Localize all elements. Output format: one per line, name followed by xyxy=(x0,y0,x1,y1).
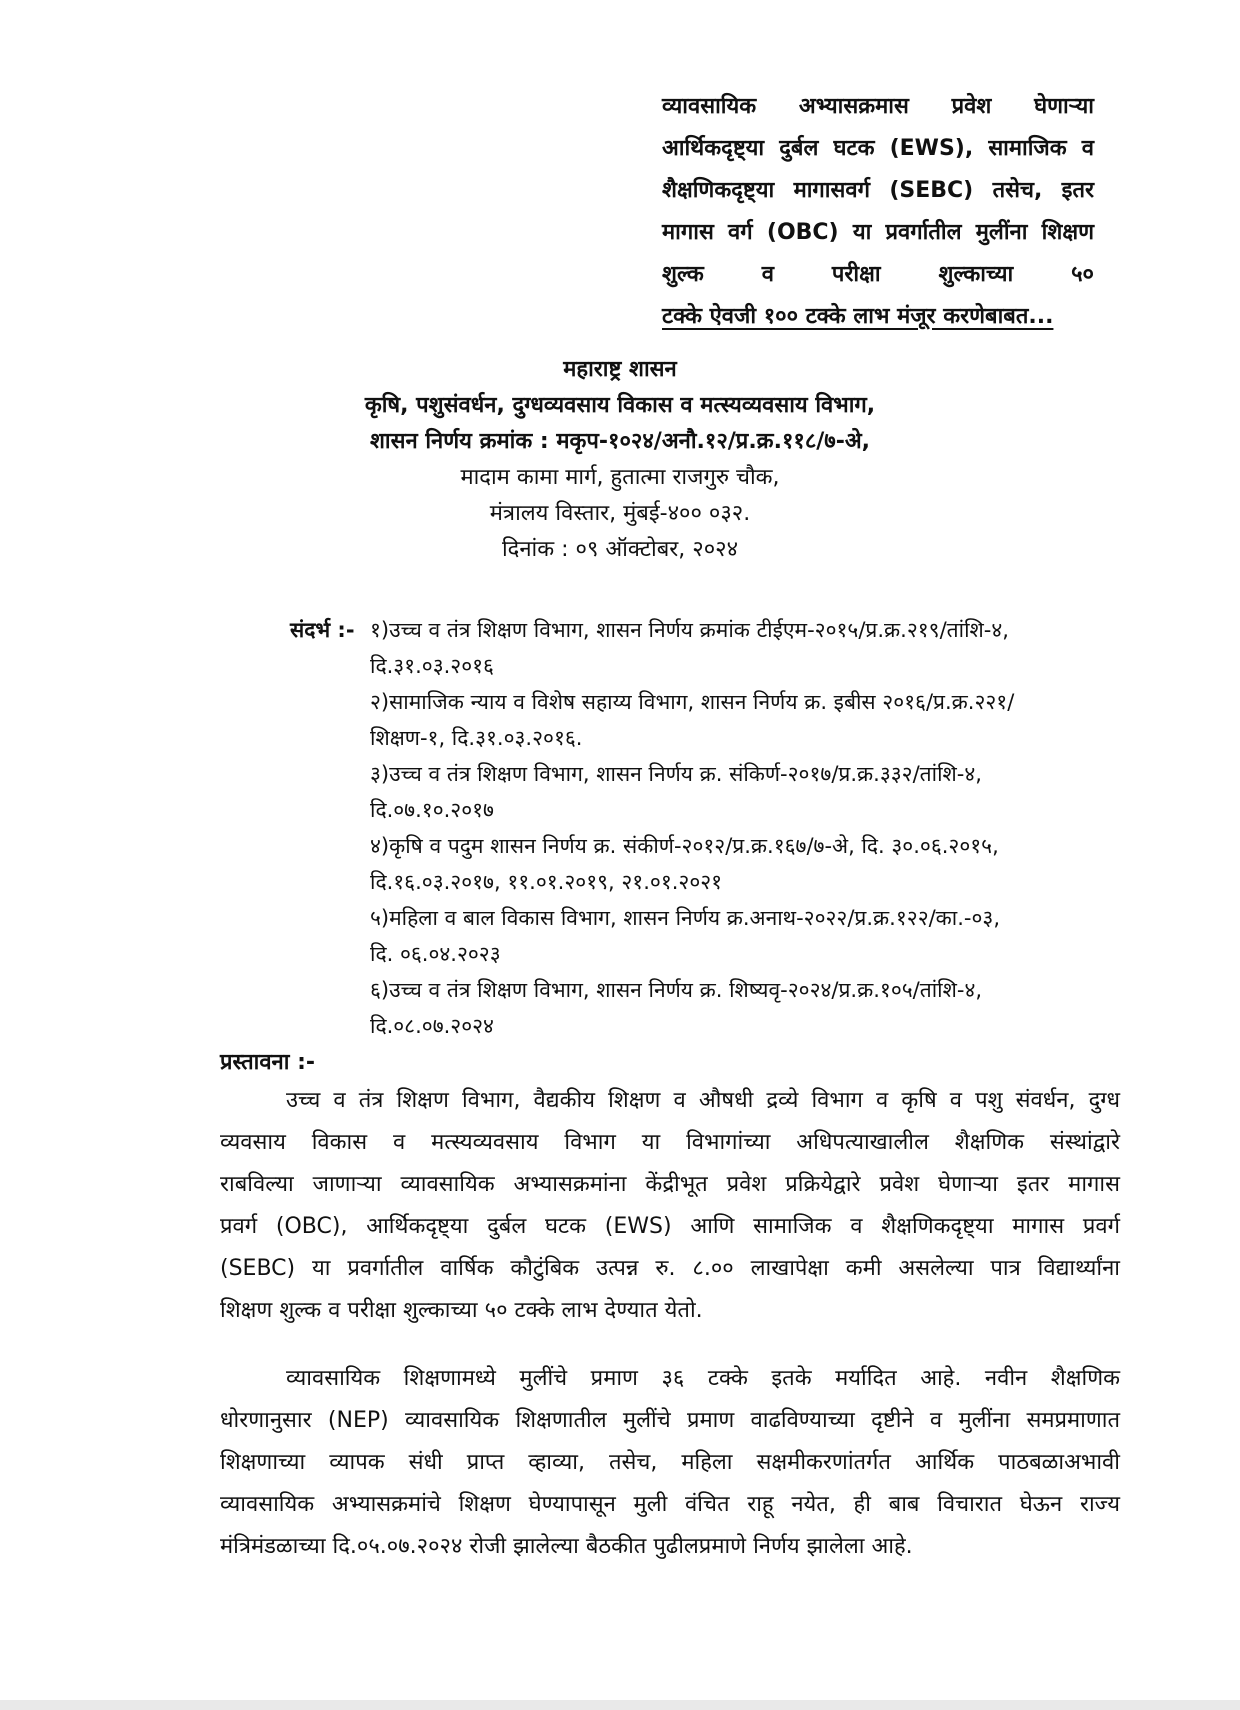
paragraph-line: धोरणानुसार (NEP) व्यावसायिक शिक्षणातील मुलींचे प्रमाण वाढविण्याच्या दृष्टीने व मुलींना समप्रमाणात xyxy=(220,1408,1120,1433)
paragraph-line: व्यवसाय विकास व मत्स्यव्यवसाय विभाग या विभागांच्या अधिपत्याखालील शैक्षणिक संस्थांद्वारे xyxy=(220,1130,1120,1155)
government-name: महाराष्ट्र शासन xyxy=(563,357,677,382)
subject-line: शुल्क व परीक्षा शुल्काच्या ५० xyxy=(662,262,1094,287)
reference-line: दि.०७.१०.२०१७ xyxy=(370,798,494,822)
reference-line: ५)महिला व बाल विकास विभाग, शासन निर्णय क्र.अनाथ-२०२२/प्र.क्र.१२२/का.-०३, xyxy=(370,906,1001,930)
address-line: मंत्रालय विस्तार, मुंबई-४०० ०३२. xyxy=(489,501,751,526)
paragraph-line: प्रवर्ग (OBC), आर्थिकदृष्ट्या दुर्बल घटक (EWS) आणि सामाजिक व शैक्षणिकदृष्ट्या मागास प्रवर्ग xyxy=(220,1214,1120,1239)
reference-line: ३)उच्च व तंत्र शिक्षण विभाग, शासन निर्णय क्र. संकिर्ण-२०१७/प्र.क्र.३३२/तांशि-४, xyxy=(370,762,982,786)
paragraph-line: मंत्रिमंडळाच्या दि.०५.०७.२०२४ रोजी झालेल्या बैठकीत पुढीलप्रमाणे निर्णय झालेला आहे. xyxy=(220,1534,913,1559)
paragraph-line: व्यावसायिक शिक्षणामध्ये मुलींचे प्रमाण ३६ टक्के इतके मर्यादित आहे. नवीन शैक्षणिक xyxy=(286,1366,1120,1391)
reference-line: ४)कृषि व पदुम शासन निर्णय क्र. संकीर्ण-२०१२/प्र.क्र.१६७/७-अे, दि. ३०.०६.२०१५, xyxy=(370,834,999,858)
reference-line: ६)उच्च व तंत्र शिक्षण विभाग, शासन निर्णय क्र. शिष्यवृ-२०२४/प्र.क्र.१०५/तांशि-४, xyxy=(370,978,983,1002)
reference-line: दि. ०६.०४.२०२३ xyxy=(370,942,501,966)
reference-item xyxy=(370,972,1110,1044)
document-date: दिनांक : ०९ ऑक्टोबर, २०२४ xyxy=(501,537,739,562)
subject-line: मागास वर्ग (OBC) या प्रवर्गातील मुलींना शिक्षण xyxy=(662,220,1094,245)
paragraph-line: उच्च व तंत्र शिक्षण विभाग, वैद्यकीय शिक्षण व औषधी द्रव्ये विभाग व कृषि व पशु संवर्धन, दुग्ध xyxy=(286,1088,1120,1113)
reference-line: दि.३१.०३.२०१६ xyxy=(370,654,494,678)
reference-item xyxy=(370,684,1110,756)
preamble-paragraph-1 xyxy=(220,1080,1120,1332)
page-bottom-edge xyxy=(0,1700,1240,1710)
preamble-paragraph-2 xyxy=(220,1358,1120,1568)
references-label: संदर्भ :- xyxy=(290,618,355,642)
preamble-heading: प्रस्तावना :- xyxy=(220,1050,316,1075)
subject-line: व्यावसायिक अभ्यासक्रमास प्रवेश घेणाऱ्या xyxy=(662,94,1094,119)
subject-line: आर्थिकदृष्ट्या दुर्बल घटक (EWS), सामाजिक व xyxy=(662,136,1094,161)
reference-item xyxy=(370,900,1110,972)
paragraph-line: राबविल्या जाणाऱ्या व्यावसायिक अभ्यासक्रमांना केंद्रीभूत प्रवेश प्रक्रियेद्वारे प्रवेश घेणाऱ्या इतर मागास xyxy=(220,1172,1120,1197)
department-name: कृषि, पशुसंवर्धन, दुग्धव्यवसाय विकास व मत्स्यव्यवसाय विभाग, xyxy=(364,393,876,418)
reference-item xyxy=(370,828,1110,900)
subject-line: टक्के ऐवजी १०० टक्के लाभ मंजूर करणेबाबत... xyxy=(662,304,1054,329)
gr-number: शासन निर्णय क्रमांक : मकृप-१०२४/अनौ.१२/प्र.क्र.११८/७-अे, xyxy=(369,429,871,454)
paragraph-line: (SEBC) या प्रवर्गातील वार्षिक कौटुंबिक उत्पन्न रु. ८.०० लाखापेक्षा कमी असलेल्या पात्र विद्यार्थ्यांना xyxy=(220,1256,1120,1281)
reference-line: शिक्षण-१, दि.३१.०३.२०१६. xyxy=(370,726,583,750)
paragraph-line: व्यावसायिक अभ्यासक्रमांचे शिक्षण घेण्यापासून मुली वंचित राहू नयेत, ही बाब विचारात घेऊन राज्य xyxy=(220,1492,1120,1517)
paragraph-line: शिक्षणाच्या व्यापक संधी प्राप्त व्हाव्या, तसेच, महिला सक्षमीकरणांतर्गत आर्थिक पाठबळाअभावी xyxy=(220,1450,1120,1475)
reference-line: १)उच्च व तंत्र शिक्षण विभाग, शासन निर्णय क्रमांक टीईएम-२०१५/प्र.क्र.२१९/तांशि-४, xyxy=(370,618,1009,642)
reference-item xyxy=(370,612,1110,684)
subject-line: शैक्षणिकदृष्ट्या मागासवर्ग (SEBC) तसेच, इतर xyxy=(662,178,1094,203)
paragraph-line: शिक्षण शुल्क व परीक्षा शुल्काच्या ५० टक्के लाभ देण्यात येतो. xyxy=(220,1298,703,1323)
reference-line: दि.०८.०७.२०२४ xyxy=(370,1014,494,1038)
reference-line: दि.१६.०३.२०१७, ११.०१.२०१९, २१.०१.२०२१ xyxy=(370,870,723,894)
reference-item xyxy=(370,756,1110,828)
subject-block xyxy=(662,86,1094,338)
document-header xyxy=(0,352,1240,568)
reference-line: २)सामाजिक न्याय व विशेष सहाय्य विभाग, शासन निर्णय क्र. इबीस २०१६/प्र.क्र.२२१/ xyxy=(370,690,1015,714)
address-line: मादाम कामा मार्ग, हुतात्मा राजगुरु चौक, xyxy=(460,465,780,490)
